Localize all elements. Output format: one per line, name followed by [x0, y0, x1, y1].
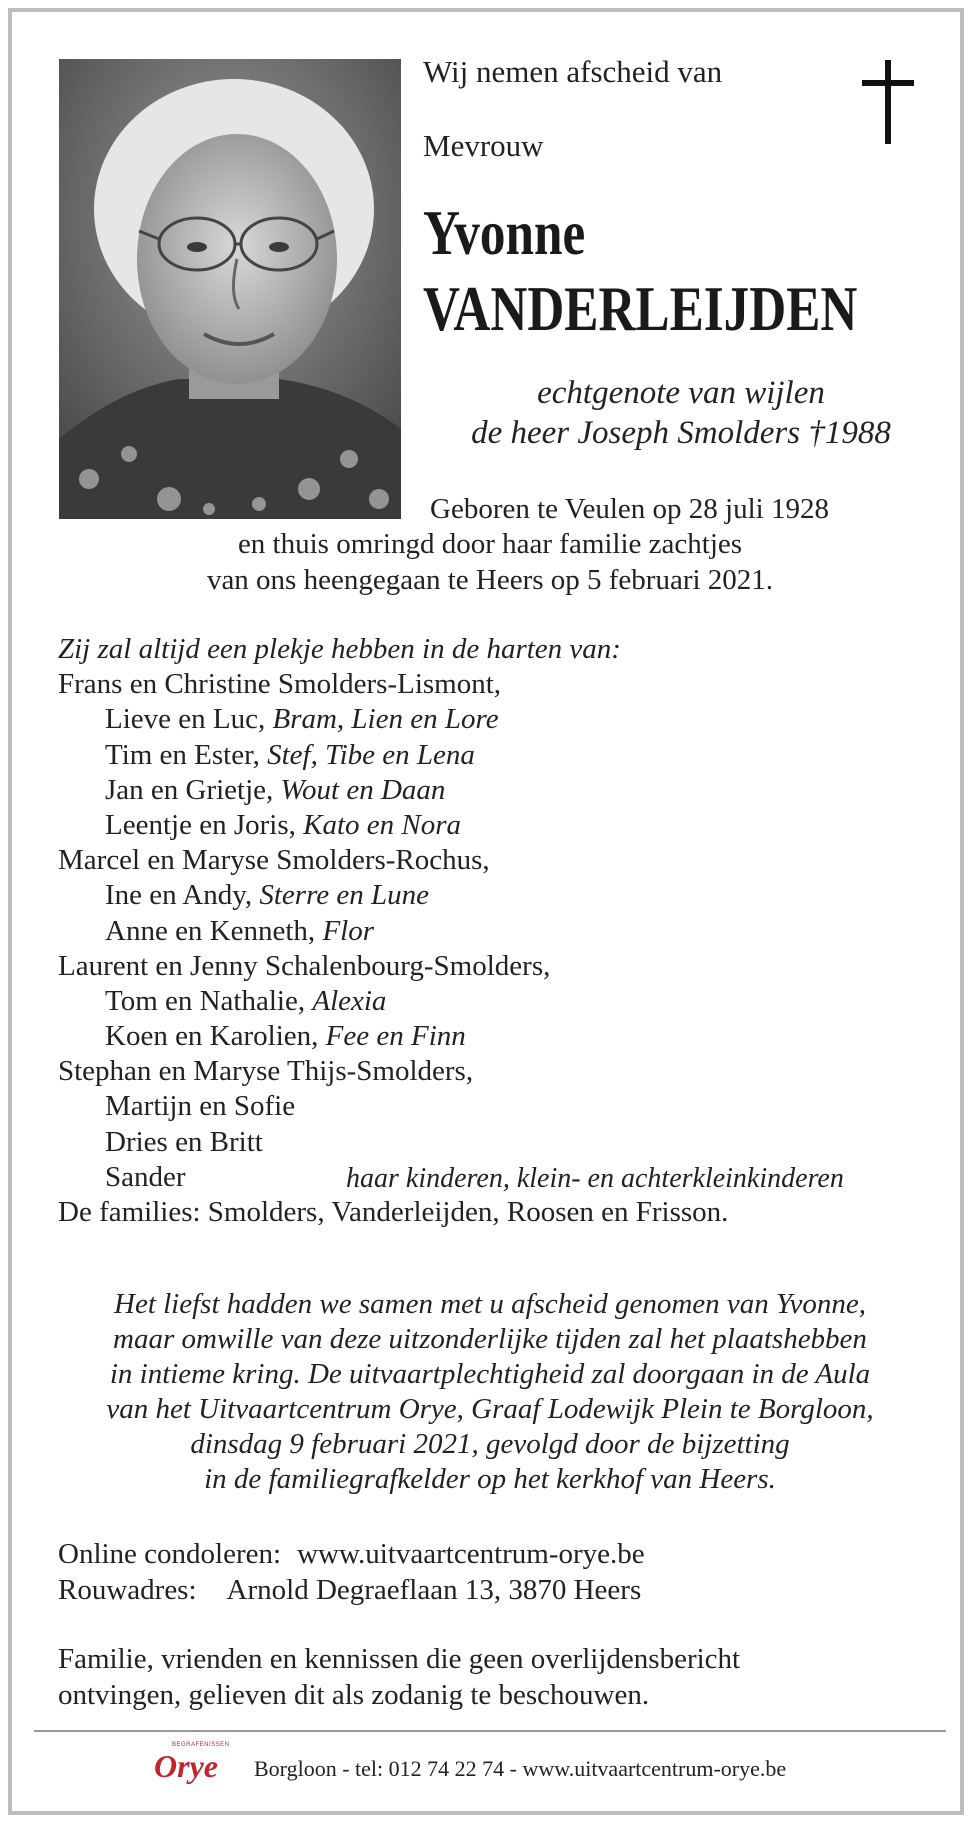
family-line	[58, 808, 728, 843]
family-line	[58, 1054, 728, 1089]
family-names: Zij zal altijd een plekje hebben in de harten van:	[58, 633, 621, 665]
grandchildren-names: Stef, Tibe en Lena	[267, 738, 475, 771]
grandchildren-names: Bram, Lien en Lore	[272, 703, 499, 736]
portrait-photo	[59, 59, 401, 519]
family-line	[58, 878, 728, 913]
family-names: Leentje en Joris,	[105, 808, 304, 841]
family-names: Lieve en Luc,	[105, 703, 273, 736]
family-line	[58, 843, 728, 878]
family-line	[58, 738, 728, 773]
honorific: Mevrouw	[423, 128, 544, 163]
logo-subtitle: BEGRAFENISSEN	[172, 1742, 230, 1748]
message-line: maar omwille van deze uitzonderlijke tijden zal het plaatshebben	[113, 1323, 867, 1355]
grandchildren-names: Sterre en Lune	[259, 879, 430, 912]
grandchildren-names: Kato en Nora	[303, 808, 462, 841]
passing-line-2: van ons heengegaan te Heers op 5 februari 2021.	[206, 564, 774, 596]
family-names: Frans en Christine Smolders-Lismont,	[58, 668, 502, 701]
family-summary: haar kinderen, klein- en achterkleinkinderen	[346, 1163, 844, 1194]
family-names: Tom en Nathalie,	[105, 984, 313, 1017]
passing-line-1: en thuis omringd door haar familie zachtjes	[237, 528, 743, 560]
latin-cross-icon	[862, 60, 914, 144]
family-names: Sander	[105, 1160, 186, 1193]
closing-line-2: ontvingen, gelieven dit als zodanig te beschouwen.	[58, 1679, 650, 1711]
family-line	[58, 632, 728, 667]
family-line	[58, 949, 728, 984]
grandchildren-names: Flor	[322, 914, 374, 947]
family-names: Stephan en Maryse Thijs-Smolders,	[58, 1055, 474, 1088]
footer-divider	[34, 1730, 946, 1732]
family-names: Martijn en Sofie	[105, 1090, 296, 1123]
family-line	[58, 773, 728, 808]
message-line: van het Uitvaartcentrum Orye, Graaf Lodewijk Plein te Borgloon,	[106, 1393, 874, 1425]
family-names: Ine en Andy,	[105, 879, 260, 912]
family-line	[58, 914, 728, 949]
message-line: in de familiegrafkelder op het kerkhof van Heers.	[204, 1463, 776, 1495]
family-list	[58, 632, 728, 1230]
family-names: Jan en Grietje,	[105, 773, 281, 806]
address-row	[58, 1574, 641, 1607]
spouse-line-2: de heer Joseph Smolders †1988	[471, 415, 891, 451]
family-line	[58, 1125, 728, 1160]
family-names: Anne en Kenneth,	[105, 914, 323, 947]
family-line	[58, 667, 728, 702]
spouse-line-1: echtgenote van wijlen	[537, 375, 825, 411]
grandchildren-names: Alexia	[312, 984, 387, 1017]
deceased-last-name: VANDERLEIJDEN	[423, 273, 858, 344]
family-names: Dries en Britt	[105, 1125, 263, 1158]
family-names: Laurent en Jenny Schalenbourg-Smolders,	[58, 949, 551, 982]
message-line: in intieme kring. De uitvaartplechtigheid zal doorgaan in de Aula	[109, 1358, 871, 1390]
family-names: Marcel en Maryse Smolders-Rochus,	[58, 844, 490, 877]
family-names: Tim en Ester,	[105, 738, 268, 771]
family-line	[58, 984, 728, 1019]
logo-word: Orye	[154, 1748, 218, 1784]
family-line	[58, 1089, 728, 1124]
family-names: Koen en Karolien,	[105, 1020, 326, 1053]
family-line	[58, 1195, 728, 1230]
address-label: Rouwadres:	[58, 1574, 197, 1606]
message-line: dinsdag 9 februari 2021, gevolgd door de bijzetting	[190, 1428, 790, 1460]
condolences-row	[58, 1538, 645, 1571]
closing-note	[58, 1641, 740, 1713]
family-names: De families: Smolders, Vanderleijden, Roosen en Frisson.	[58, 1196, 729, 1228]
condolences-label: Online condoleren:	[58, 1538, 282, 1570]
address-value: Arnold Degraeflaan 13, 3870 Heers	[226, 1574, 642, 1606]
funeral-message	[40, 1287, 940, 1497]
grandchildren-names: Wout en Daan	[280, 773, 446, 806]
footer-contact: Borgloon - tel: 012 74 22 74 - www.uitvaartcentrum-orye.be	[254, 1756, 787, 1781]
condolences-link[interactable]: www.uitvaartcentrum-orye.be	[297, 1538, 645, 1570]
birth-line: Geboren te Veulen op 28 juli 1928	[430, 493, 829, 525]
deceased-first-name: Yvonne	[423, 197, 586, 268]
family-line	[58, 1019, 728, 1054]
message-line: Het liefst hadden we samen met u afscheid genomen van Yvonne,	[114, 1288, 866, 1320]
family-line	[58, 702, 728, 737]
intro-text: Wij nemen afscheid van	[423, 54, 723, 89]
grandchildren-names: Fee en Finn	[325, 1020, 466, 1053]
closing-line-1: Familie, vrienden en kennissen die geen overlijdensbericht	[58, 1643, 741, 1675]
